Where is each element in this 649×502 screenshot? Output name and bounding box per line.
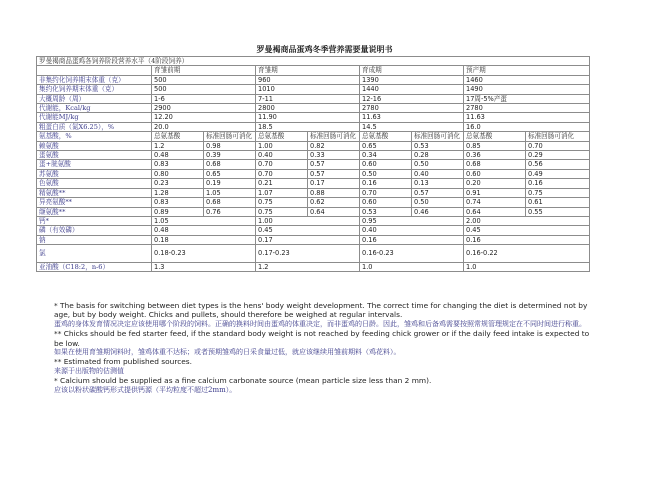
table-row — [37, 179, 590, 188]
table-cell: 0.95 — [360, 216, 464, 225]
table-cell: 2.00 — [464, 216, 590, 225]
table-cell: 2780 — [464, 104, 590, 113]
table-cell: 0.16 — [526, 179, 590, 188]
table-cell: 2900 — [152, 104, 256, 113]
table-cell: 1.0 — [360, 262, 464, 271]
row-label: 钙* — [37, 216, 152, 225]
table-cell: 1.05 — [204, 188, 256, 197]
table-cell: 18.5 — [256, 122, 360, 131]
phase-header: 育雏期 — [256, 66, 360, 75]
footnote: ** Chicks should be fed starter feed, if the standard body weight is not reached by feeding chick grower or if the daily feed intake is expected to be low. — [54, 329, 590, 348]
table-cell: 0.23 — [152, 179, 204, 188]
table-row — [37, 216, 590, 225]
table-cell: 11.63 — [360, 113, 464, 122]
table-cell: 0.83 — [152, 198, 204, 207]
row-label: 大概周龄（周） — [37, 94, 152, 103]
table-row — [37, 151, 590, 160]
phase-header-row — [37, 66, 590, 75]
footnote: 应该以粉状碳酸钙形式提供钙源（平均粒度不超过2mm）。 — [54, 385, 237, 394]
table-row — [37, 245, 590, 263]
row-label: 赖氨酸 — [37, 141, 152, 150]
row-label: 代谢能，Kcal/kg — [37, 104, 152, 113]
phase-header-blank — [37, 66, 152, 75]
footnote: ** Estimated from published sources. — [54, 357, 193, 367]
footnote: * Calcium should be supplied as a fine calcium carbonate source (mean particle size less than 2 mm). — [54, 376, 432, 386]
table-cell: 0.16 — [464, 235, 590, 244]
table-cell: 0.53 — [412, 141, 464, 150]
table-cell: 0.75 — [526, 188, 590, 197]
column-header-total: 总氨基酸 — [152, 132, 204, 141]
column-header-digestible: 标准回肠可消化 — [204, 132, 256, 141]
table-cell: 0.60 — [464, 169, 526, 178]
column-header-total: 总氨基酸 — [256, 132, 308, 141]
table-cell: 0.80 — [152, 169, 204, 178]
row-label: 苏氨酸 — [37, 169, 152, 178]
row-label: 氯 — [37, 245, 152, 263]
table-cell: 2780 — [360, 104, 464, 113]
table-cell: 0.70 — [256, 160, 308, 169]
table-cell: 0.68 — [464, 160, 526, 169]
table-cell: 0.75 — [256, 198, 308, 207]
table-cell: 0.50 — [412, 160, 464, 169]
table-cell: 14.5 — [360, 122, 464, 131]
footnotes — [54, 301, 594, 395]
table-cell: 0.34 — [360, 151, 412, 160]
table-cell: 2800 — [256, 104, 360, 113]
table-cell: 0.68 — [204, 198, 256, 207]
table-cell: 500 — [152, 85, 256, 94]
table-cell: 0.70 — [256, 169, 308, 178]
table-row — [37, 188, 590, 197]
table-row — [37, 113, 590, 122]
table-row — [37, 160, 590, 169]
table-cell: 0.91 — [464, 188, 526, 197]
table-cell: 0.45 — [464, 226, 590, 235]
row-label: 亚油酸（C18:2，n-6） — [37, 262, 152, 271]
table-cell: 0.68 — [204, 160, 256, 169]
table-caption-row — [37, 57, 590, 66]
table-cell: 0.17 — [256, 235, 360, 244]
phase-header: 育雏前期 — [152, 66, 256, 75]
table-row — [37, 235, 590, 244]
table-cell: 0.16 — [360, 179, 412, 188]
table-cell: 1.28 — [152, 188, 204, 197]
table-cell: 0.36 — [464, 151, 526, 160]
table-row — [37, 75, 590, 84]
table-cell: 0.85 — [464, 141, 526, 150]
table-cell: 0.57 — [308, 160, 360, 169]
table-cell: 0.48 — [152, 151, 204, 160]
table-cell: 0.70 — [526, 141, 590, 150]
table-cell: 0.50 — [360, 169, 412, 178]
table-row — [37, 104, 590, 113]
column-header-digestible: 标准回肠可消化 — [412, 132, 464, 141]
table-cell: 1440 — [360, 85, 464, 94]
table-cell: 960 — [256, 75, 360, 84]
column-header-digestible: 标准回肠可消化 — [526, 132, 590, 141]
table-cell: 12-16 — [360, 94, 464, 103]
table-row — [37, 94, 590, 103]
table-cell: 0.16-0.22 — [464, 245, 590, 263]
table-row — [37, 85, 590, 94]
table-row — [37, 226, 590, 235]
document-title: 罗曼褐商品蛋鸡冬季营养需要量说明书 — [256, 44, 393, 54]
table-cell: 0.19 — [204, 179, 256, 188]
table-cell: 11.63 — [464, 113, 590, 122]
table-cell: 0.65 — [360, 141, 412, 150]
table-cell: 0.17 — [308, 179, 360, 188]
row-label: 非集约化饲养期末体重（克） — [37, 75, 152, 84]
table-cell: 0.83 — [152, 160, 204, 169]
column-header-digestible: 标准回肠可消化 — [308, 132, 360, 141]
footnote: * The basis for switching between diet types is the hens' body weight development. The correct time for changing the diet is determined not by age, but by body weight. Chicks and pullets, should therefore be weighed at regular intervals. — [54, 301, 588, 320]
table-cell: 0.61 — [526, 198, 590, 207]
row-label: 集约化饲养期末体重（克） — [37, 85, 152, 94]
table-cell: 0.64 — [308, 207, 360, 216]
table-cell: 0.21 — [256, 179, 308, 188]
table-cell: 0.50 — [412, 198, 464, 207]
phase-header: 育成期 — [360, 66, 464, 75]
table-cell: 1-6 — [152, 94, 256, 103]
table-cell: 0.75 — [256, 207, 308, 216]
table-cell: 1.05 — [152, 216, 256, 225]
table-cell: 16.0 — [464, 122, 590, 131]
table-row — [37, 141, 590, 150]
row-label: 缬氨酸** — [37, 207, 152, 216]
table-cell: 7-11 — [256, 94, 360, 103]
table-cell: 1010 — [256, 85, 360, 94]
table-cell: 1.07 — [256, 188, 308, 197]
table-cell: 0.13 — [412, 179, 464, 188]
column-header-total: 总氨基酸 — [464, 132, 526, 141]
table-cell: 12.20 — [152, 113, 256, 122]
table-cell: 0.88 — [308, 188, 360, 197]
table-cell: 0.33 — [308, 151, 360, 160]
table-cell: 0.40 — [412, 169, 464, 178]
table-row — [37, 169, 590, 178]
table-cell: 17周-5%产蛋 — [464, 94, 590, 103]
amino-header-row — [37, 132, 590, 141]
table-cell: 0.18-0.23 — [152, 245, 256, 263]
footnote: 蛋鸡的身体发育情况决定应该使用哪个阶段的饲料。正确的换料时间由蛋鸡的体重决定，而非蛋鸡的日龄。因此，雏鸡和后备鸡需要按照常规管理规定在不同时间进行称重。 — [54, 319, 586, 328]
table-cell: 1.00 — [256, 141, 308, 150]
table-cell: 0.56 — [526, 160, 590, 169]
table-cell: 500 — [152, 75, 256, 84]
table-cell: 1.3 — [152, 262, 256, 271]
table-cell: 0.48 — [152, 226, 256, 235]
row-label: 蛋+胱氨酸 — [37, 160, 152, 169]
table-cell: 0.16-0.23 — [360, 245, 464, 263]
row-label: 异亮氨酸** — [37, 198, 152, 207]
table-cell: 0.16 — [360, 235, 464, 244]
table-cell: 1390 — [360, 75, 464, 84]
table-cell: 0.60 — [360, 198, 412, 207]
table-cell: 0.70 — [360, 188, 412, 197]
table-row — [37, 262, 590, 271]
row-label: 精氨酸** — [37, 188, 152, 197]
table-cell: 0.98 — [204, 141, 256, 150]
table-cell: 0.82 — [308, 141, 360, 150]
table-cell: 1.2 — [152, 141, 204, 150]
row-label: 代谢能MJ/kg — [37, 113, 152, 122]
table-cell: 0.60 — [360, 160, 412, 169]
table-cell: 0.65 — [204, 169, 256, 178]
table-cell: 0.89 — [152, 207, 204, 216]
table-cell: 11.90 — [256, 113, 360, 122]
table-cell: 0.64 — [464, 207, 526, 216]
table-cell: 1.2 — [256, 262, 360, 271]
table-cell: 0.57 — [412, 188, 464, 197]
row-label: 粗蛋白质（氮X6.25），% — [37, 122, 152, 131]
table-cell: 1460 — [464, 75, 590, 84]
footnote: 如果在使用育雏期饲料时，雏鸡体重不达标；或者预期雏鸡的日采食量过低，就应该继续用雏前期料（鸡花料）。 — [54, 348, 401, 357]
table-cell: 0.29 — [526, 151, 590, 160]
table-cell: 0.57 — [308, 169, 360, 178]
phase-header: 预产期 — [464, 66, 590, 75]
nutrition-table — [36, 56, 590, 272]
table-cell: 0.49 — [526, 169, 590, 178]
table-row — [37, 198, 590, 207]
table-cell: 1.00 — [256, 216, 360, 225]
table-cell: 0.18 — [152, 235, 256, 244]
table-row — [37, 207, 590, 216]
row-label: 钠 — [37, 235, 152, 244]
row-label: 磷（有效磷） — [37, 226, 152, 235]
footnote: 来源于出版物的估测值 — [54, 366, 124, 375]
table-cell: 0.20 — [464, 179, 526, 188]
table-row — [37, 122, 590, 131]
table-cell: 0.45 — [256, 226, 360, 235]
row-label: 蛋氨酸 — [37, 151, 152, 160]
column-header-total: 总氨基酸 — [360, 132, 412, 141]
table-cell: 0.40 — [360, 226, 464, 235]
row-label: 氨基酸，% — [37, 132, 152, 141]
table-cell: 1490 — [464, 85, 590, 94]
table-cell: 0.62 — [308, 198, 360, 207]
table-cell: 0.46 — [412, 207, 464, 216]
table-cell: 0.55 — [526, 207, 590, 216]
table-cell: 1.0 — [464, 262, 590, 271]
table-caption: 罗曼褐商品蛋鸡各饲养阶段营养水平（4阶段饲养） — [37, 57, 590, 66]
table-cell: 0.53 — [360, 207, 412, 216]
table-cell: 0.28 — [412, 151, 464, 160]
table-cell: 20.0 — [152, 122, 256, 131]
table-cell: 0.74 — [464, 198, 526, 207]
table-cell: 0.39 — [204, 151, 256, 160]
table-cell: 0.76 — [204, 207, 256, 216]
row-label: 色氨酸 — [37, 179, 152, 188]
table-cell: 0.40 — [256, 151, 308, 160]
table-cell: 0.17-0.23 — [256, 245, 360, 263]
